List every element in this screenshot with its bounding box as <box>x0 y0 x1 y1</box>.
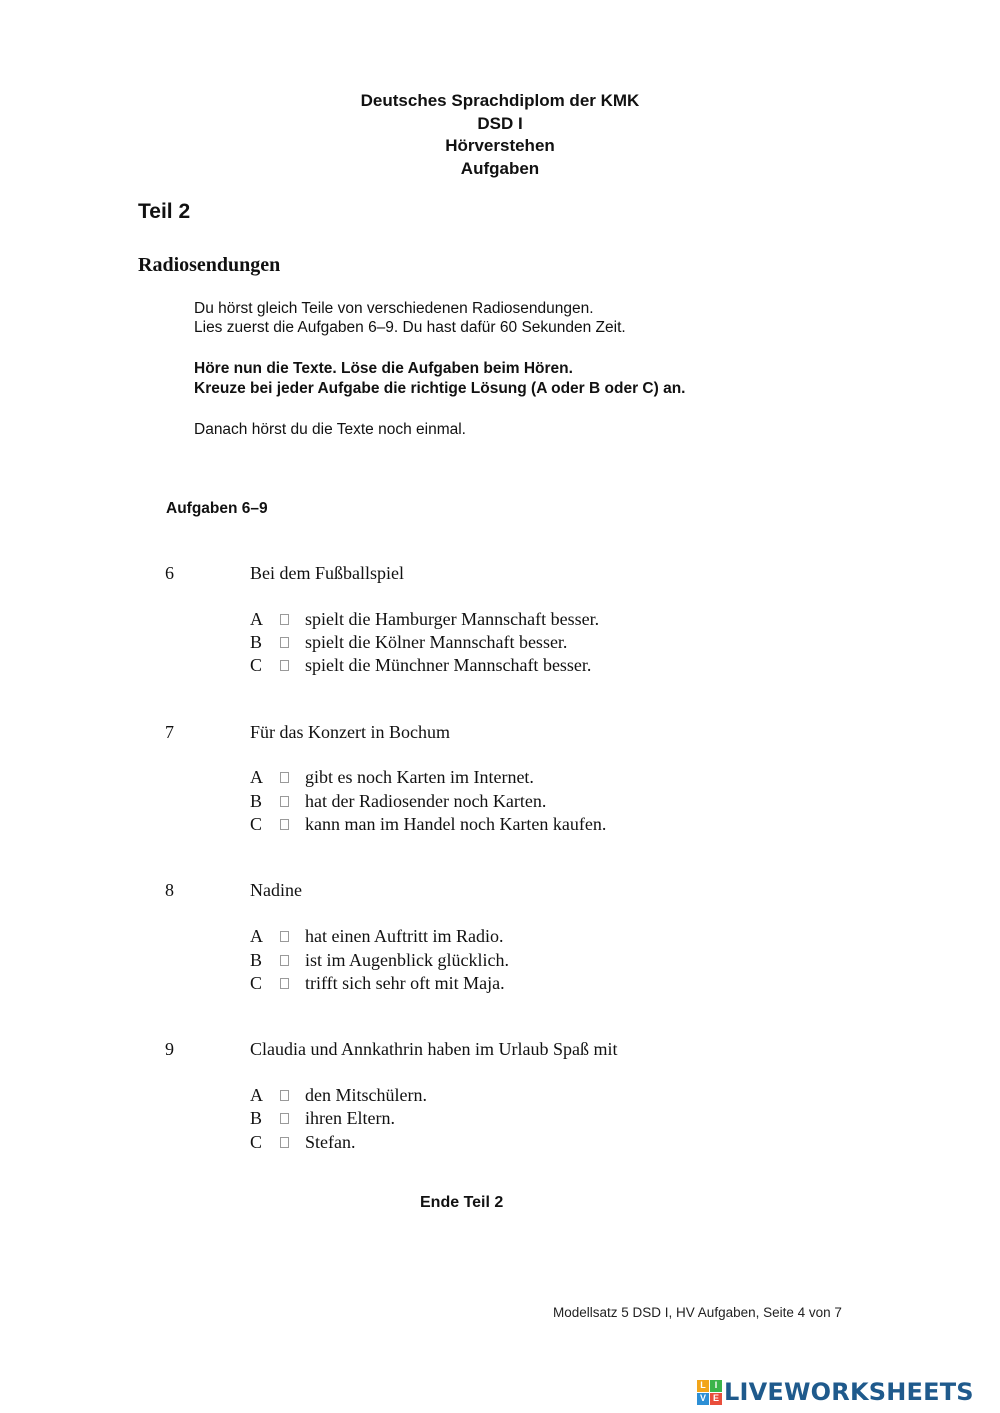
section-title: Radiosendungen <box>138 254 281 276</box>
option-text: ist im Augenblick glücklich. <box>305 950 509 970</box>
option-letter: B <box>250 632 263 652</box>
answer-option[interactable] <box>250 609 599 630</box>
answer-option[interactable] <box>250 814 606 835</box>
question-text: Für das Konzert in Bochum <box>250 722 450 742</box>
question-text: Nadine <box>250 880 302 900</box>
option-text: spielt die Kölner Mannschaft besser. <box>305 632 568 652</box>
logo-tile: V <box>697 1393 709 1405</box>
option-letter: C <box>250 1132 263 1152</box>
answer-checkbox[interactable] <box>280 931 289 942</box>
answer-checkbox[interactable] <box>280 614 289 625</box>
header-skill: Hörverstehen <box>445 136 555 155</box>
answer-checkbox[interactable] <box>280 819 289 830</box>
answer-option[interactable] <box>250 1108 395 1129</box>
answer-checkbox[interactable] <box>280 1090 289 1101</box>
option-letter: C <box>250 814 263 834</box>
answer-checkbox[interactable] <box>280 955 289 966</box>
question-number: 7 <box>165 722 174 742</box>
answer-checkbox[interactable] <box>280 637 289 648</box>
logo-tile: E <box>710 1393 722 1405</box>
question-text: Claudia und Annkathrin haben im Urlaub Spaß mit <box>250 1039 618 1059</box>
option-letter: A <box>250 767 263 787</box>
option-text: spielt die Münchner Mannschaft besser. <box>305 655 592 675</box>
option-text: den Mitschülern. <box>305 1085 427 1105</box>
header-level: DSD I <box>477 113 523 133</box>
option-text: ihren Eltern. <box>305 1108 395 1128</box>
option-letter: A <box>250 926 263 946</box>
question-number: 9 <box>165 1039 174 1059</box>
option-letter: C <box>250 973 263 993</box>
option-text: spielt die Hamburger Mannschaft besser. <box>305 609 600 629</box>
liveworksheets-logo-icon <box>697 1380 721 1404</box>
logo-tile: I <box>710 1380 722 1392</box>
question-number: 8 <box>165 880 174 900</box>
header-subtitle: Aufgaben <box>460 158 540 178</box>
answer-checkbox[interactable] <box>280 1113 289 1124</box>
answer-checkbox[interactable] <box>280 796 289 807</box>
option-text: kann man im Handel noch Karten kaufen. <box>305 814 607 834</box>
option-letter: C <box>250 655 263 675</box>
end-label: Ende Teil 2 <box>420 1194 504 1211</box>
logo-tile: L <box>697 1380 709 1392</box>
answer-option[interactable] <box>250 767 534 788</box>
header-title: Deutsches Sprachdiplom der KMK <box>360 91 640 110</box>
option-letter: B <box>250 791 263 811</box>
instruction-line: Du hörst gleich Teile von verschiedenen Radiosendungen. <box>194 300 594 317</box>
answer-option[interactable] <box>250 1132 355 1153</box>
question-number: 6 <box>165 563 174 583</box>
answer-option[interactable] <box>250 632 567 653</box>
option-letter: A <box>250 1085 263 1105</box>
answer-option[interactable] <box>250 950 509 971</box>
answer-option[interactable] <box>250 1085 427 1106</box>
answer-option[interactable] <box>250 791 546 812</box>
question-text: Bei dem Fußballspiel <box>250 563 404 583</box>
option-text: hat einen Auftritt im Radio. <box>305 926 504 946</box>
answer-checkbox[interactable] <box>280 978 289 989</box>
option-letter: A <box>250 609 263 629</box>
answer-checkbox[interactable] <box>280 660 289 671</box>
instruction-line-bold: Kreuze bei jeder Aufgabe die richtige Lösung (A oder B oder C) an. <box>194 380 686 397</box>
instruction-line: Danach hörst du die Texte noch einmal. <box>194 421 466 438</box>
option-text: hat der Radiosender noch Karten. <box>305 791 547 811</box>
instruction-line-bold: Höre nun die Texte. Löse die Aufgaben beim Hören. <box>194 360 573 377</box>
answer-checkbox[interactable] <box>280 1137 289 1148</box>
answer-option[interactable] <box>250 926 503 947</box>
document-header <box>0 90 1000 180</box>
answer-checkbox[interactable] <box>280 772 289 783</box>
option-letter: B <box>250 1108 263 1128</box>
tasks-label: Aufgaben 6–9 <box>166 500 268 517</box>
option-text: Stefan. <box>305 1132 356 1152</box>
answer-option[interactable] <box>250 655 591 676</box>
option-letter: B <box>250 950 263 970</box>
page-footer: Modellsatz 5 DSD I, HV Aufgaben, Seite 4 von 7 <box>553 1305 842 1320</box>
answer-option[interactable] <box>250 973 505 994</box>
instruction-line: Lies zuerst die Aufgaben 6–9. Du hast dafür 60 Sekunden Zeit. <box>194 319 626 336</box>
option-text: gibt es noch Karten im Internet. <box>305 767 534 787</box>
option-text: trifft sich sehr oft mit Maja. <box>305 973 505 993</box>
liveworksheets-wordmark: LIVEWORKSHEETS <box>724 1378 974 1406</box>
liveworksheets-brand[interactable] <box>697 1378 974 1406</box>
part-title: Teil 2 <box>138 200 191 223</box>
